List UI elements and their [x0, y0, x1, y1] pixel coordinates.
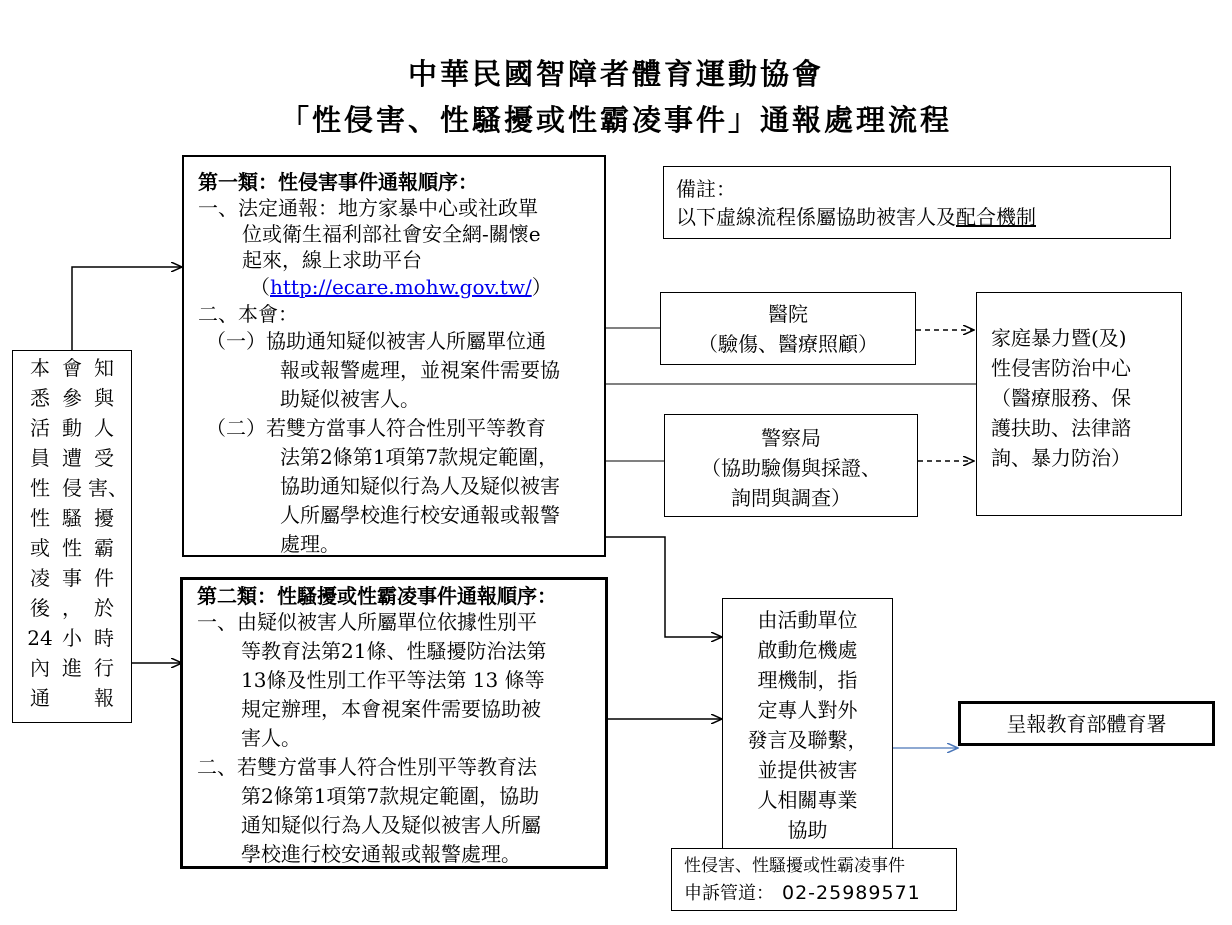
category2-item1-line3: 13條及性別工作平等法第 13 條等: [241, 668, 545, 692]
crisis-line3: 理機制，指: [757, 668, 858, 692]
center-line1: 家庭暴力暨(及): [991, 326, 1127, 350]
category1-heading: 第一類：性侵害事件通報順序：: [198, 170, 478, 194]
category2-item1-line1: 一、由疑似被害人所屬單位依據性別平: [197, 610, 537, 634]
left-notice-char: 24: [27, 626, 53, 650]
left-notice-char: 悉: [30, 386, 50, 410]
hospital-box: [660, 292, 916, 365]
center-line4: 護扶助、法律諮: [991, 416, 1131, 440]
left-notice-char: 時: [94, 626, 114, 650]
left-notice-char: 報: [94, 686, 114, 710]
category1-sub2-line1: （二）若雙方當事人符合性別平等教育: [206, 416, 546, 440]
left-notice-char: 小: [62, 626, 82, 650]
police-desc-line2: 詢問與調查）: [731, 486, 851, 510]
left-notice-char: 本: [30, 356, 50, 380]
category1-sub2-line3: 協助通知疑似行為人及疑似被害: [280, 474, 560, 498]
left-notice-char: 或: [30, 536, 50, 560]
hospital-name: 醫院: [768, 302, 808, 326]
crisis-line2: 啟動危機處: [757, 638, 858, 662]
note-box: [663, 166, 1171, 239]
left-notice-char: 員: [30, 446, 50, 470]
left-notice-char: 件: [94, 566, 114, 590]
report-label: 呈報教育部體育署: [1006, 712, 1167, 736]
crisis-line4: 定專人對外: [757, 698, 858, 722]
left-notice-char: 性: [62, 536, 82, 560]
hotline-number: 02-25989571: [782, 882, 921, 904]
category1-sub1-line2: 報或報警處理，並視案件需要協: [280, 358, 560, 382]
left-notice-char: [56, 683, 88, 713]
report-box: [958, 701, 1215, 746]
left-notice-char: 受: [94, 446, 114, 470]
hospital-desc: （驗傷、醫療照顧）: [698, 332, 878, 356]
category2-item2-line2: 第2條第1項第7款規定範圍，協助: [241, 784, 540, 808]
category1-item1-line1: 一、法定通報：地方家暴中心或社政單: [198, 196, 538, 220]
center-line2: 性侵害防治中心: [991, 356, 1131, 380]
category2-item1-line2: 等教育法第21條、性騷擾防治法第: [241, 639, 547, 663]
crisis-line7: 人相關專業: [757, 788, 858, 812]
left-notice-char: 通: [30, 686, 50, 710]
prevention-center-box: [976, 292, 1182, 516]
category1-sub1-line1: （一）協助通知疑似被害人所屬單位通: [206, 329, 546, 353]
category2-item2-line3: 通知疑似行為人及疑似被害人所屬: [241, 813, 541, 837]
left-notice-char: 於: [94, 596, 114, 620]
crisis-line5: 發言及聯繫，: [747, 728, 868, 752]
police-desc-line1: （協助驗傷與採證、: [701, 456, 881, 480]
left-notice-char: 性: [30, 506, 50, 530]
note-text: [676, 203, 1170, 231]
category1-sub2-line5: 處理。: [280, 532, 340, 556]
left-notice-char: 凌: [30, 566, 50, 590]
crisis-handling-box: [722, 598, 893, 853]
category1-item1-line3: 起來，線上求助平台: [242, 248, 422, 272]
center-line3: （醫療服務、保: [991, 386, 1131, 410]
hotline-title: 性侵害、性騷擾或性霸凌事件: [684, 856, 905, 876]
category1-sub1-line3: 助疑似被害人。: [280, 387, 420, 411]
category1-item1-line2: 位或衛生福利部社會安全網-關懷e: [242, 222, 541, 246]
center-line5: 詢、暴力防治）: [991, 446, 1131, 470]
category2-item1-line4: 規定辦理，本會視案件需要協助被: [241, 697, 541, 721]
link-close-paren: ）: [531, 275, 552, 299]
arrow-left-to-cat1: [72, 267, 182, 350]
category2-item2-line4: 學校進行校安通報或報警處理。: [241, 842, 521, 866]
note-text-underlined: 配合機制: [956, 205, 1036, 229]
left-notice-char: 性: [30, 476, 50, 500]
left-notice-char: 進: [62, 656, 82, 680]
left-notice-char: 參: [62, 386, 82, 410]
left-notice-char: 人: [94, 416, 114, 440]
hotline-label: 申訴管道：: [684, 883, 774, 904]
left-notice-char: 遭: [62, 446, 82, 470]
category2-item2-line1: 二、若雙方當事人符合性別平等教育法: [197, 755, 537, 779]
left-notice-char: 與: [94, 386, 114, 410]
left-notice-char: 霸: [94, 536, 114, 560]
ecare-link[interactable]: http://ecare.mohw.gov.tw/: [270, 275, 532, 299]
crisis-line1: 由活動單位: [757, 608, 858, 632]
left-notice-char: 害、: [88, 476, 128, 500]
police-box: [664, 414, 918, 517]
left-notice-char: 事: [62, 566, 82, 590]
left-notice-char: 活: [30, 416, 50, 440]
left-notice-char: 侵: [62, 476, 82, 500]
category1-sub2-line2: 法第2條第1項第7款規定範圍，: [280, 445, 559, 469]
left-notice-text: [13, 353, 131, 713]
left-notice-char: 動: [62, 416, 82, 440]
police-name: 警察局: [761, 426, 821, 450]
arrow-cat1-to-crisis: [606, 537, 722, 637]
left-notice-char: 內: [30, 656, 50, 680]
left-notice-box: [12, 350, 132, 723]
crisis-line6: 並提供被害: [757, 758, 858, 782]
note-text-main: 以下虛線流程係屬協助被害人及: [676, 205, 956, 229]
left-notice-char: 行: [94, 656, 114, 680]
link-open-paren: （: [250, 275, 270, 299]
category1-item2: 二、本會：: [198, 302, 298, 326]
left-notice-char: 知: [94, 356, 114, 380]
category2-item1-line5: 害人。: [241, 726, 301, 750]
page-subtitle: 「性侵害、性騷擾或性霸凌事件」通報處理流程: [279, 103, 952, 137]
left-notice-char: 會: [62, 356, 82, 380]
category2-heading: 第二類：性騷擾或性霸凌事件通報順序：: [197, 584, 557, 608]
left-notice-char: 後: [30, 596, 50, 620]
left-notice-char: 騷: [62, 506, 82, 530]
crisis-line8: 協助: [787, 818, 828, 842]
hotline-row: [684, 880, 956, 907]
category2-box: [180, 577, 608, 869]
category1-box: [182, 155, 606, 557]
page-title: 中華民國智障者體育運動協會: [407, 57, 824, 91]
left-notice-char: 擾: [94, 506, 114, 530]
note-label: 備註：: [676, 177, 736, 201]
left-notice-char: ，: [62, 596, 82, 620]
category1-item1-link-row: [198, 273, 604, 301]
category1-sub2-line4: 人所屬學校進行校安通報或報警: [280, 503, 560, 527]
hotline-box: [671, 848, 957, 911]
